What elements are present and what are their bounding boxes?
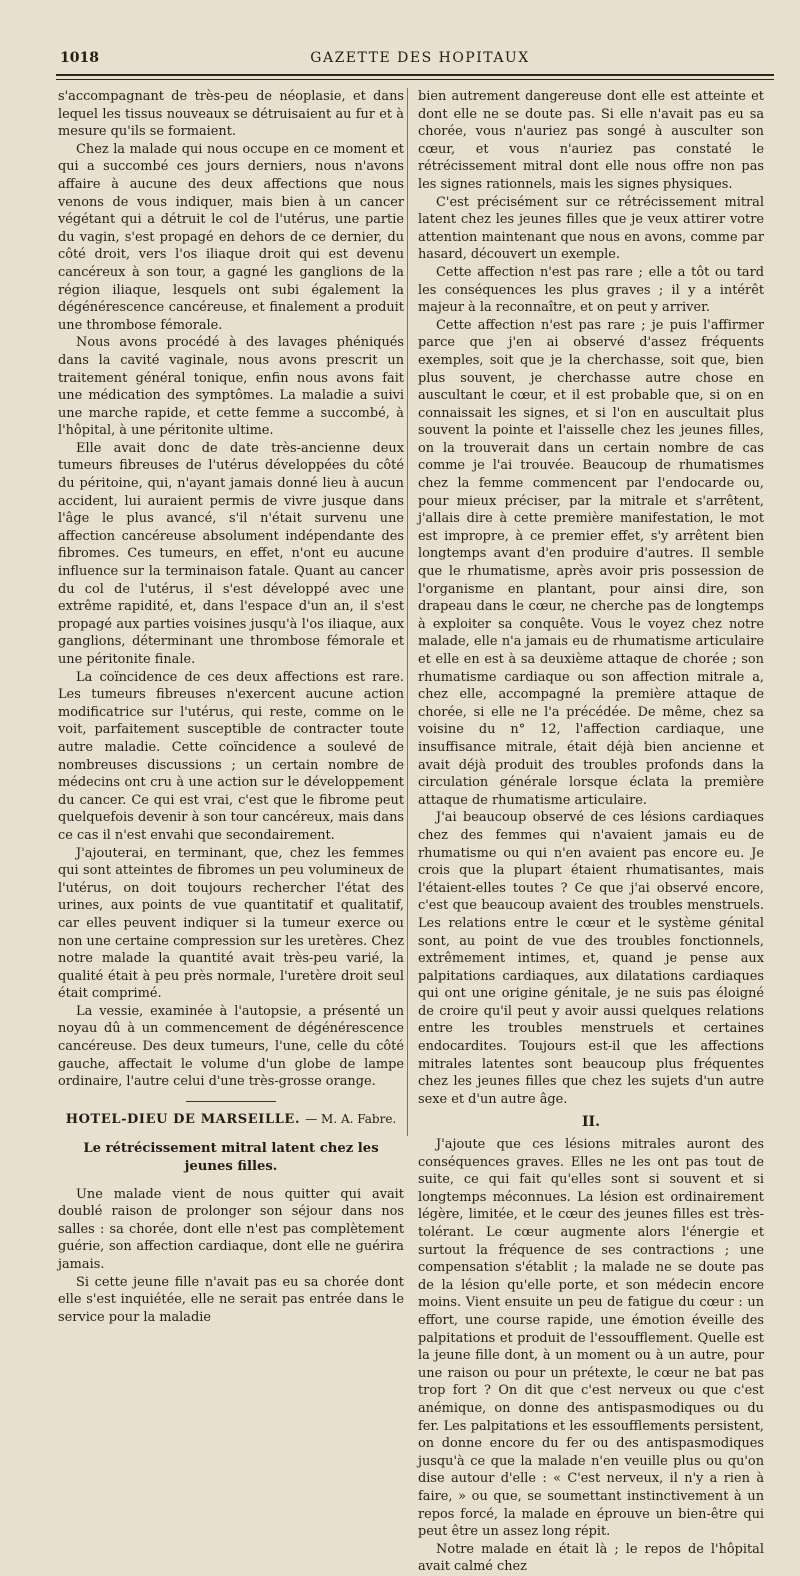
paragraph: Nous avons procédé à des lavages phéniqués dans la cavité vaginale, nous avons prescrit un traitement général tonique, enfin nous avons fait une médication des symptômes. La maladie a suivi une marche rapide, et cette femme a succombé, à l'hôpital, à une péritonite ultime. bbox=[58, 335, 404, 439]
paragraph: Notre malade en était là ; le repos de l'hôpital avait calmé chez bbox=[418, 1541, 764, 1575]
paragraph: s'accompagnant de très-peu de néoplasie, et dans lequel les tissus nouveaux se détruisaient au fur et à mesure qu'ils se formaient. bbox=[58, 89, 404, 140]
page-number: 1018 bbox=[60, 50, 99, 66]
paragraph: Cette affection n'est pas rare ; elle a tôt ou tard les conséquences les plus graves ; il y a intérêt majeur à la reconnaître, et on peut y arriver. bbox=[418, 264, 764, 316]
running-title: GAZETTE DES HOPITAUX bbox=[310, 50, 530, 66]
hospital-name: HOTEL-DIEU DE MARSEILLE. bbox=[65, 1111, 301, 1127]
hospital-heading bbox=[58, 1111, 404, 1129]
paragraph: J'ai beaucoup observé de ces lésions cardiaques chez des femmes qui n'avaient jamais eu de rhumatisme ou qui n'en avaient pas encore eu. Je crois que la plupart étaient rhumatisantes, mais l'étaient-elles toutes ? Ce que j'ai observé encore, c'est que beaucoup avaient des troubles menstruels. Les relations entre le cœur et le système génital sont, au point de vue des troubles fonctionnels, extrêmement intimes, et, quand je pense aux palpitations cardiaques, aux dilatations cardiaques qui ont une origine génitale, je ne suis pas éloigné de croire qu'il peut y avoir aussi quelques relations entre les troubles menstruels et certaines endocardites. Toujours est-il que les affections mitrales latentes sont beaucoup plus fréquentes chez les jeunes filles que chez les sujets d'un autre sexe et d'un autre âge. bbox=[418, 810, 764, 1107]
paragraph: La vessie, examinée à l'autopsie, a présenté un noyau dû à un commencement de dégénérescence cancéreuse. Des deux tumeurs, l'une, celle du côté gauche, affectait le volume d'un globe de lampe ordinaire, l'autre celui d'une très-grosse orange. bbox=[58, 1003, 404, 1090]
paragraph: J'ajoute que ces lésions mitrales auront des conséquences graves. Elles ne les ont pas tout de suite, ce qui fait qu'elles sont si souvent et si longtemps méconnues. La lésion est ordinairement légère, limitée, et le cœur des jeunes filles est très-tolérant. Le cœur augmente alors l'énergie et surtout la fréquence de ses contractions ; une compensation s'établit ; la malade ne se doute pas de la lésion qu'elle porte, et son médecin encore moins. Vient ensuite un peu de fatigue du cœur : un effort, une course rapide, une émotion éveille des palpitations et produit de l'essoufflement. Quelle est la jeune fille dont, à un moment ou à un autre, pour une raison ou pour un prétexte, le cœur ne bat pas trop fort ? On dit que c'est nerveux ou que c'est anémique, on donne des antispasmodiques ou du fer. Les palpitations et les essoufflements persistent, on donne encore du fer ou des antispasmodiques jusqu'à ce que la malade n'en veuille plus ou qu'on dise autour d'elle : « C'est nerveux, il n'y a rien à faire, » ou que, se soumettant instinctivement à un repos forcé, la malade en éprouve un bien-être qui peut être un assez long répit. bbox=[418, 1137, 764, 1540]
paragraph: bien autrement dangereuse dont elle est atteinte et dont elle ne se doute pas. Si elle n'avait pas eu sa chorée, vous n'auriez pas songé à ausculter son cœur, et vous n'auriez pas constaté le rétrécissement mitral dont elle nous offre non pas les signes rationnels, mais les signes physiques. bbox=[418, 89, 764, 192]
paragraph: C'est précisément sur ce rétrécissement mitral latent chez les jeunes filles que je veux attirer votre attention maintenant que nous en avons, comme par hasard, découvert un exemple. bbox=[418, 194, 764, 263]
paragraph: Si cette jeune fille n'avait pas eu sa chorée dont elle s'est inquiétée, elle ne serait pas entrée dans le service pour la maladie bbox=[58, 1274, 404, 1325]
article-title: Le rétrécissement mitral latent chez les jeunes filles. bbox=[83, 1141, 379, 1175]
hospital-author: — M. A. Fabre. bbox=[305, 1111, 397, 1126]
left-column bbox=[58, 88, 404, 1325]
header-rule-thick bbox=[56, 74, 774, 76]
paragraph: J'ajouterai, en terminant, que, chez les femmes qui sont atteintes de fibromes un peu volumineux de l'utérus, on doit toujours rechercher l'état des urines, aux points de vue quantitatif et qualitatif, car elles peuvent indiquer si la tumeur exerce ou non une certaine compression sur les uretères. Chez notre malade la quantité avait très-peu varié, la qualité était à peu près normale, l'uretère droit seul était comprimé. bbox=[58, 845, 404, 1002]
column-divider bbox=[407, 88, 408, 1136]
paragraph: Une malade vient de nous quitter qui avait doublé raison de prolonger son séjour dans nos salles : sa chorée, dont elle n'est pas complètement guérie, son affection cardiaque, dont elle ne guérira jamais. bbox=[58, 1186, 404, 1272]
paragraph: Elle avait donc de date très-ancienne deux tumeurs fibreuses de l'utérus développées du côté du péritoine, qui, n'ayant jamais donné lieu à aucun accident, lui auraient permis de vivre jusque dans l'âge le plus avancé, s'il n'était survenu une affection cancéreuse absolument indépendante des fibromes. Ces tumeurs, en effet, n'ont eu aucune influence sur la terminaison fatale. Quant au cancer du col de l'utérus, il s'est développé avec une extrême rapidité, et, dans l'espace d'un an, il s'est propagé aux parties voisines jusqu'à l'os iliaque, aux ganglions, déterminant une thrombose fémorale et une péritonite finale. bbox=[58, 440, 404, 667]
section-separator bbox=[186, 1101, 276, 1102]
header-rule-thin bbox=[56, 79, 774, 80]
paragraph: La coïncidence de ces deux affections est rare. Les tumeurs fibreuses n'exercent aucune action modificatrice sur l'utérus, qui reste, comme on le voit, parfaitement susceptible de contracter toute autre maladie. Cette coïncidence a soulevé de nombreuses discussions ; un certain nombre de médecins ont cru à une action sur le développement du cancer. Ce qui est vrai, c'est que le fibrome peut quelquefois devenir à son tour cancéreux, mais dans ce cas il n'est envahi que secondairement. bbox=[58, 669, 404, 843]
paragraph: Chez la malade qui nous occupe en ce moment et qui a succombé ces jours derniers, nous n'avons affaire à aucune des deux affections que nous venons de vous indiquer, mais bien à un cancer végétant qui a détruit le col de l'utérus, une partie du vagin, s'est propagé en dehors de ce dernier, du côté droit, vers l'os iliaque droit qui est devenu cancéreux à son tour, a gagné les ganglions de la région iliaque, lesquels ont subi également la dégénérescence cancéreuse, et finalement a produit une thrombose fémorale. bbox=[58, 141, 404, 333]
section-numeral: II. bbox=[582, 1114, 600, 1131]
paragraph: Cette affection n'est pas rare ; je puis l'affirmer parce que j'en ai observé d'assez fréquents exemples, soit que je la cherchasse, soit que, bien plus souvent, je cherchasse autre chose en auscultant le cœur, et il est probable que, si on en connaissait les signes, et si l'on en auscultait plus souvent la pointe et l'aisselle chez les jeunes filles, on la trouverait dans un certain nombre de cas comme je l'ai trouvée. Beaucoup de rhumatismes chez la femme commencent par l'endocarde ou, pour mieux préciser, par la mitrale et s'arrêtent, j'allais dire à cette première manifestation, le mot est impropre, à ce premier effet, s'y arrêtent bien longtemps avant d'en produire d'autres. Il semble que le rhumatisme, après avoir pris possession de l'organisme en plantant, pour ainsi dire, son drapeau dans le cœur, ne cherche pas de longtemps à exploiter sa conquête. Vous le voyez chez notre malade, elle n'a jamais eu de rhumatisme articulaire et elle en est à sa deuxième attaque de chorée ; son rhumatisme cardiaque ou son affection mitrale a, chez elle, accompagné la première attaque de chorée, si elle ne l'a précédée. De même, chez sa voisine du n° 12, l'affection cardiaque, une insuffisance mitrale, était déjà bien ancienne et avait déjà produit des troubles profonds dans la circulation générale lorsque éclata la première attaque de rhumatisme articulaire. bbox=[418, 317, 764, 808]
right-column bbox=[418, 88, 764, 1575]
